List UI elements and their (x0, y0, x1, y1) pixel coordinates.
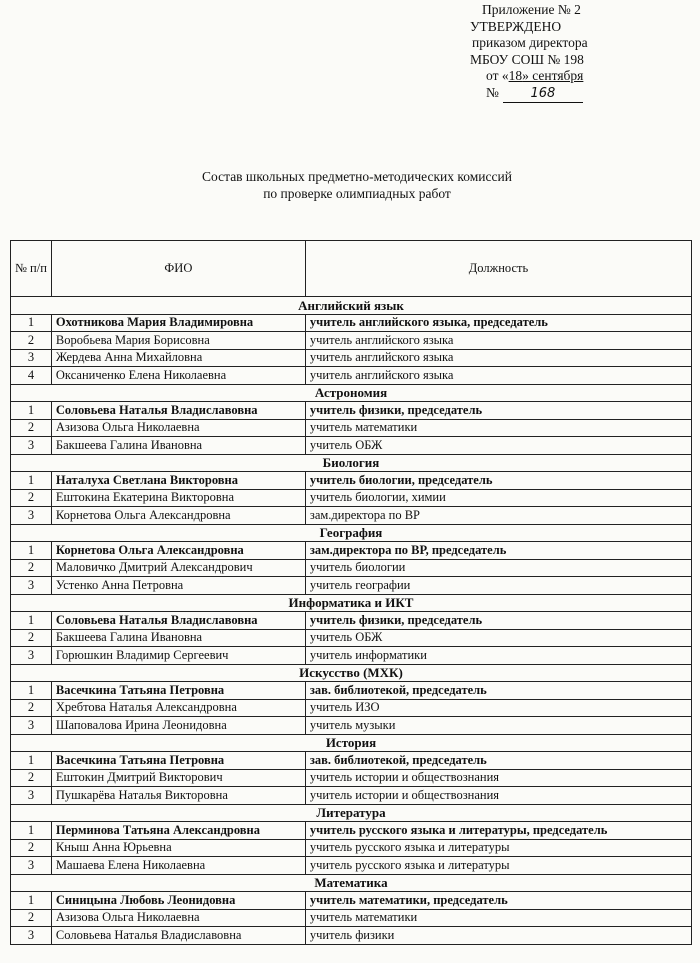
member-name: Наталуха Светлана Викторовна (51, 472, 305, 490)
row-num: 1 (11, 314, 52, 332)
section-subject: Астрономия (11, 384, 692, 402)
table-row (11, 699, 692, 717)
member-position: учитель истории и обществознания (305, 787, 691, 805)
member-position: зав. библиотекой, председатель (305, 682, 691, 700)
table-row (11, 682, 692, 700)
row-num: 1 (11, 542, 52, 560)
title-line-1: Состав школьных предметно-методических комиссий (202, 169, 512, 184)
member-position: учитель математики (305, 909, 691, 927)
member-name: Воробьева Мария Борисовна (51, 332, 305, 350)
member-position: учитель физики, председатель (305, 612, 691, 630)
order-date: от «18» сентября (486, 68, 584, 83)
section-subject: История (11, 734, 692, 752)
row-num: 2 (11, 909, 52, 927)
table-row (11, 349, 692, 367)
table-row (11, 647, 692, 665)
table-row (11, 577, 692, 595)
member-position: учитель музыки (305, 717, 691, 735)
section-row (11, 594, 692, 612)
table-row (11, 314, 692, 332)
member-position: зам.директора по ВР, председатель (305, 542, 691, 560)
member-position: учитель ОБЖ (305, 437, 691, 455)
header-name: ФИО (51, 241, 305, 297)
member-position: учитель английского языка (305, 332, 691, 350)
table-row (11, 909, 692, 927)
member-position: зам.директора по ВР (305, 507, 691, 525)
member-position: учитель русского языка и литературы, председатель (305, 822, 691, 840)
member-position: учитель английского языка, председатель (305, 314, 691, 332)
table-row (11, 419, 692, 437)
row-num: 1 (11, 472, 52, 490)
row-num: 3 (11, 787, 52, 805)
member-name: Кныш Анна Юрьевна (51, 839, 305, 857)
section-subject: Биология (11, 454, 692, 472)
table-row (11, 629, 692, 647)
table-row (11, 507, 692, 525)
section-row (11, 384, 692, 402)
order-date-day: 18 (508, 68, 523, 83)
row-num: 3 (11, 577, 52, 595)
row-num: 2 (11, 332, 52, 350)
section-subject: Литература (11, 804, 692, 822)
section-row (11, 524, 692, 542)
header-num: № п/п (11, 241, 52, 297)
section-row (11, 734, 692, 752)
row-num: 2 (11, 769, 52, 787)
member-position: учитель русского языка и литературы (305, 839, 691, 857)
member-position: учитель географии (305, 577, 691, 595)
section-subject: Математика (11, 874, 692, 892)
member-name: Корнетова Ольга Александровна (51, 542, 305, 560)
row-num: 1 (11, 822, 52, 840)
member-name: Синицына Любовь Леонидовна (51, 892, 305, 910)
row-num: 2 (11, 559, 52, 577)
member-position: учитель биологии, председатель (305, 472, 691, 490)
member-name: Соловьева Наталья Владиславовна (51, 927, 305, 945)
table-row (11, 559, 692, 577)
order-number-value: 168 (503, 86, 583, 104)
section-row (11, 804, 692, 822)
appendix-label: Приложение № 2 (482, 2, 581, 17)
table-row (11, 927, 692, 945)
member-name: Пушкарёва Наталья Викторовна (51, 787, 305, 805)
row-num: 2 (11, 489, 52, 507)
member-name: Соловьева Наталья Владиславовна (51, 402, 305, 420)
member-position: учитель математики (305, 419, 691, 437)
approval-stamp (470, 2, 588, 103)
row-num: 1 (11, 682, 52, 700)
row-num: 2 (11, 419, 52, 437)
table-row (11, 402, 692, 420)
table-row (11, 437, 692, 455)
member-position: учитель ОБЖ (305, 629, 691, 647)
table-row (11, 892, 692, 910)
member-position: учитель биологии, химии (305, 489, 691, 507)
title-line-2: по проверке олимпиадных работ (263, 186, 451, 201)
row-num: 1 (11, 892, 52, 910)
row-num: 3 (11, 857, 52, 875)
row-num: 1 (11, 752, 52, 770)
member-name: Шаповалова Ирина Леонидовна (51, 717, 305, 735)
row-num: 2 (11, 839, 52, 857)
member-position: учитель истории и обществознания (305, 769, 691, 787)
table-row (11, 332, 692, 350)
row-num: 3 (11, 927, 52, 945)
row-num: 2 (11, 629, 52, 647)
row-num: 3 (11, 717, 52, 735)
member-name: Устенко Анна Петровна (51, 577, 305, 595)
table-row (11, 787, 692, 805)
row-num: 2 (11, 699, 52, 717)
member-name: Васечкина Татьяна Петровна (51, 682, 305, 700)
member-name: Машаева Елена Николаевна (51, 857, 305, 875)
member-position: учитель ИЗО (305, 699, 691, 717)
order-label: приказом директора (472, 35, 588, 50)
member-name: Маловичко Дмитрий Александрович (51, 559, 305, 577)
table-row (11, 489, 692, 507)
row-num: 4 (11, 367, 52, 385)
order-number: № 168 (470, 85, 588, 104)
section-row (11, 874, 692, 892)
table-row (11, 717, 692, 735)
member-position: учитель английского языка (305, 367, 691, 385)
row-num: 3 (11, 507, 52, 525)
commission-table (10, 240, 692, 945)
member-name: Горюшкин Владимир Сергеевич (51, 647, 305, 665)
table-body (11, 297, 692, 945)
table-row (11, 472, 692, 490)
member-position: учитель информатики (305, 647, 691, 665)
member-name: Ештокина Екатерина Викторовна (51, 489, 305, 507)
member-position: учитель биологии (305, 559, 691, 577)
row-num: 3 (11, 647, 52, 665)
member-position: учитель физики (305, 927, 691, 945)
table-row (11, 752, 692, 770)
section-subject: Информатика и ИКТ (11, 594, 692, 612)
section-row (11, 664, 692, 682)
member-name: Соловьева Наталья Владиславовна (51, 612, 305, 630)
table-row (11, 822, 692, 840)
section-subject: Английский язык (11, 297, 692, 315)
member-name: Охотникова Мария Владимировна (51, 314, 305, 332)
member-position: учитель математики, председатель (305, 892, 691, 910)
member-position: учитель русского языка и литературы (305, 857, 691, 875)
row-num: 3 (11, 349, 52, 367)
member-name: Оксаниченко Елена Николаевна (51, 367, 305, 385)
member-name: Азизова Ольга Николаевна (51, 909, 305, 927)
section-subject: Искусство (МХК) (11, 664, 692, 682)
document-title (0, 168, 700, 202)
row-num: 1 (11, 402, 52, 420)
member-name: Бакшеева Галина Ивановна (51, 437, 305, 455)
member-name: Васечкина Татьяна Петровна (51, 752, 305, 770)
school-label: МБОУ СОШ № 198 (470, 51, 584, 67)
member-name: Азизова Ольга Николаевна (51, 419, 305, 437)
row-num: 1 (11, 612, 52, 630)
section-row (11, 454, 692, 472)
table-row (11, 612, 692, 630)
member-position: учитель физики, председатель (305, 402, 691, 420)
member-name: Бакшеева Галина Ивановна (51, 629, 305, 647)
member-name: Жердева Анна Михайловна (51, 349, 305, 367)
table-row (11, 367, 692, 385)
member-name: Ештокин Дмитрий Викторович (51, 769, 305, 787)
member-position: зав. библиотекой, председатель (305, 752, 691, 770)
table-header-row (11, 241, 692, 297)
member-name: Хребтова Наталья Александровна (51, 699, 305, 717)
member-position: учитель английского языка (305, 349, 691, 367)
approved-label: УТВЕРЖДЕНО (470, 18, 562, 34)
header-position: Должность (305, 241, 691, 297)
table-row (11, 839, 692, 857)
row-num: 3 (11, 437, 52, 455)
section-row (11, 297, 692, 315)
member-name: Корнетова Ольга Александровна (51, 507, 305, 525)
table-row (11, 857, 692, 875)
section-subject: География (11, 524, 692, 542)
table-row (11, 769, 692, 787)
member-name: Перминова Татьяна Александровна (51, 822, 305, 840)
table-row (11, 542, 692, 560)
